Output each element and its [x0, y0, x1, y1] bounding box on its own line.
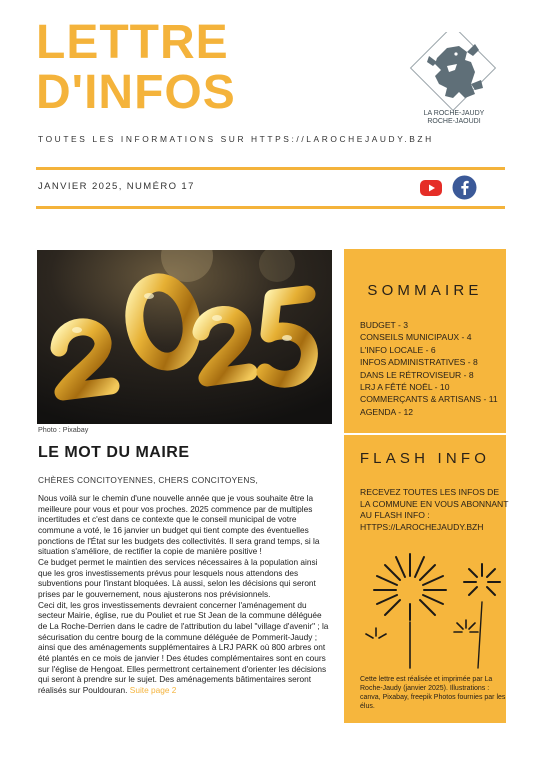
table-of-contents — [360, 319, 498, 418]
flash-info-text: RECEVEZ TOUTES LES INFOS DE LA COMMUNE EN VOUS ABONNANT AU FLASH INFO : HTTPS://LAROCHEJAUDY.BZH — [360, 487, 509, 532]
toc-item[interactable]: DANS LE RÉTROVISEUR - 8 — [360, 369, 474, 380]
toc-item[interactable]: LRJ A FÊTÉ NOËL - 10 — [360, 382, 450, 393]
article-paragraph: Nous voilà sur le chemin d'une nouvelle année que je vous souhaite être la meilleure pour vous et pour vos proches. 2025 commence par de multiples incertitudes et c'est dans ce contexte que le conseil municipal de votre commune a voté, le 16 janvier un budget qui tient compte des éventuelles ponctions de l'État sur les budgets des collectivités. Il sera grand temps, si la situation s'améliore, de rectifier la copie de manière positive ! — [38, 493, 320, 557]
article-greeting: CHÈRES CONCITOYENNES, CHERS CONCITOYENS, — [38, 475, 259, 485]
toc-item[interactable]: INFOS ADMINISTRATIVES - 8 — [360, 357, 478, 368]
flash-info-title: FLASH INFO — [359, 450, 491, 467]
youtube-icon[interactable] — [419, 176, 443, 200]
gold-balloons-2025-image — [37, 250, 332, 424]
header-top-rule — [36, 167, 505, 170]
logo-caption-line-2: ROCHE-JAOUDI — [427, 118, 481, 125]
sommaire-title: SOMMAIRE — [367, 282, 483, 299]
toc-item[interactable]: BUDGET - 3 — [360, 320, 409, 330]
logo-caption — [408, 110, 500, 126]
photo-credit: Photo : Pixabay — [38, 425, 89, 434]
title-line-2: D'INFOS — [36, 66, 236, 119]
article-paragraph: Ce budget permet le maintien des services nécessaires à la population ainsi que les gros investissements prévus pour lesquels nous attendons des subventions pour l'instant bloquées. Là aussi, selon les décisions qui seront prises par le gouvernement, nous ajusterons nos prévisionnels. — [38, 556, 318, 599]
article-paragraph — [38, 600, 333, 696]
facebook-icon[interactable] — [452, 175, 477, 200]
logo-caption-line-1: LA ROCHE-JAUDY — [423, 110, 485, 117]
new-year-photo — [37, 250, 332, 424]
fireworks-icon — [362, 540, 508, 670]
issue-label: JANVIER 2025, NUMÉRO 17 — [38, 181, 195, 192]
sidebar-divider — [344, 433, 506, 435]
continue-link[interactable]: Suite page 2 — [129, 684, 177, 695]
toc-item[interactable]: L'INFO LOCALE - 6 — [360, 344, 436, 355]
sidebar-footer-credits: Cette lettre est réalisée et imprimée par La Roche-Jaudy (janvier 2025). Illustrations : canva, Pixabay, freepik Photos fournies par les élus. — [360, 676, 506, 710]
toc-item[interactable]: CONSEILS MUNICIPAUX - 4 — [360, 332, 472, 343]
article-heading: LE MOT DU MAIRE — [38, 444, 190, 461]
title-line-1: LETTRE — [36, 16, 229, 69]
article-body — [38, 493, 333, 695]
article-paragraph-text: Ceci dit, les gros investissements devraient concerner l'aménagement du secteur Mairie, église, rue du Pouliet et rue St Jean de la commune déléguée de La Roche-Derrien dans le cadre de l'attribution du label "village d'avenir" ; la sécurisation du centre bourg de la commune déléguée de Pommerit-Jaudy ; ainsi que des aménagements supplémentaires à LRJ PARK où 800 arbres ont été plantés en ce mois de janvier ! Des études complémentaires sont en cours sur l'église de Hengoat. Elles permettront certainement d'orienter les décisions qui seront à prendre sur le sujet. Des aménagements bâtimentaires seront réalisés sur Pouldouran. — [38, 599, 329, 695]
newsletter-title — [36, 18, 236, 118]
toc-item[interactable]: AGENDA - 12 — [360, 406, 414, 417]
header-bottom-rule — [36, 206, 505, 209]
tagline: TOUTES LES INFORMATIONS SUR HTTPS://LAROCHEJAUDY.BZH — [38, 134, 434, 144]
toc-item[interactable]: COMMERÇANTS & ARTISANS - 11 — [360, 394, 498, 405]
